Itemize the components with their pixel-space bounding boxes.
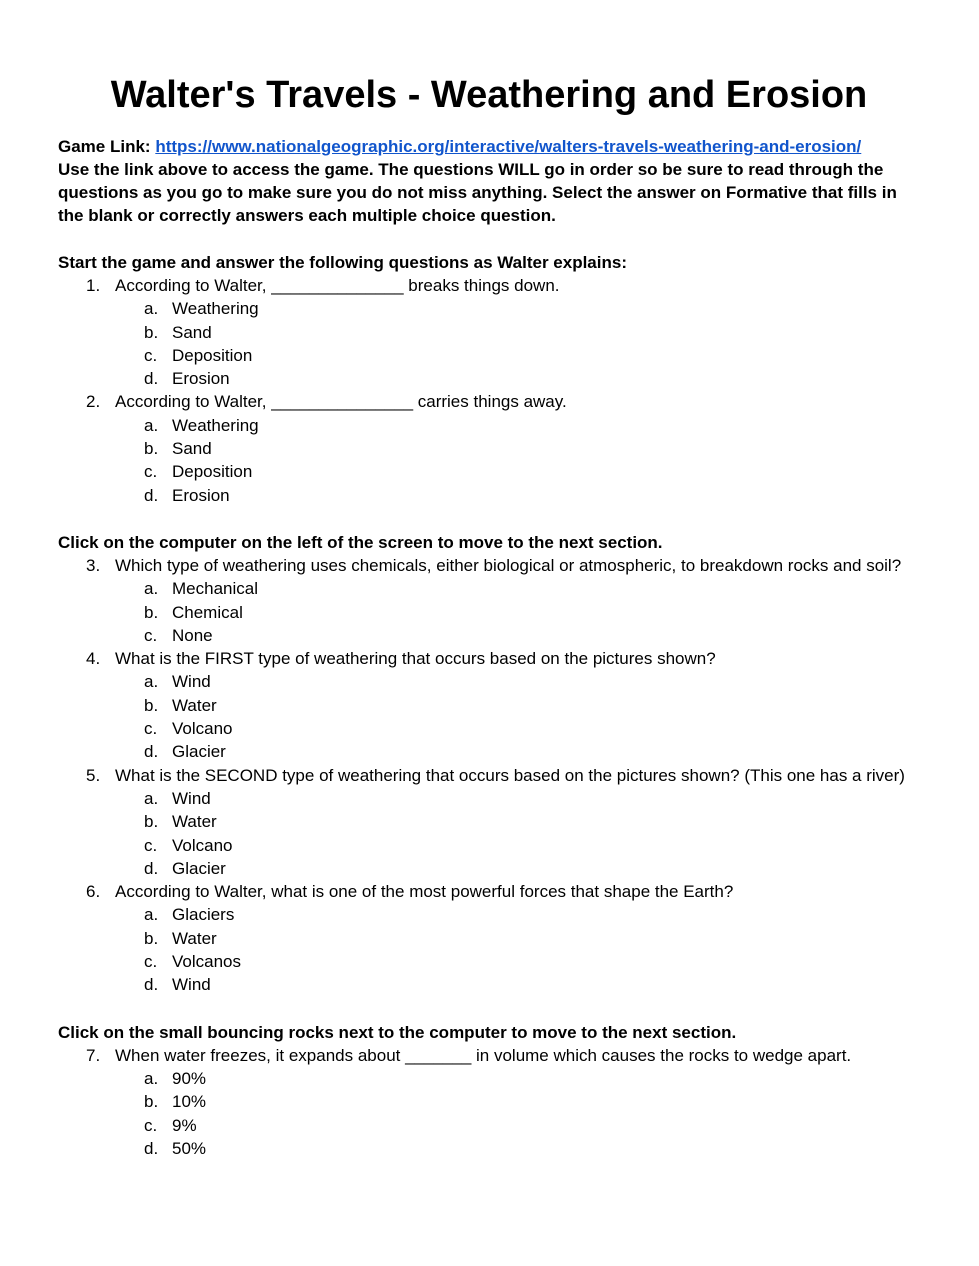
option-text: Deposition <box>172 462 253 482</box>
option-letter: a. <box>144 672 159 692</box>
question-number: 2. <box>86 392 101 412</box>
option-letter: d. <box>144 1138 159 1158</box>
option-text: Water <box>172 812 217 832</box>
option-text: Sand <box>172 322 212 342</box>
question-item <box>58 647 920 670</box>
answer-option <box>58 834 920 857</box>
option-text: Deposition <box>172 345 253 365</box>
option-text: Glaciers <box>172 905 235 925</box>
option-text: Volcanos <box>172 952 241 972</box>
answer-option <box>58 1114 920 1137</box>
option-text: 10% <box>172 1092 207 1112</box>
question-item <box>58 274 920 297</box>
game-link-label: Game Link: <box>58 137 151 156</box>
option-letter: d. <box>144 858 159 878</box>
answer-option <box>58 857 920 880</box>
option-letter: c. <box>144 1115 158 1135</box>
option-text: 50% <box>172 1138 207 1158</box>
question-item <box>58 554 920 577</box>
option-text: Erosion <box>172 485 230 505</box>
question-item <box>58 390 920 413</box>
answer-option <box>58 670 920 693</box>
option-text: None <box>172 625 213 645</box>
question-item <box>58 1044 920 1067</box>
option-text: Glacier <box>172 742 226 762</box>
answer-option <box>58 950 920 973</box>
option-text: Mechanical <box>172 579 258 599</box>
option-text: Wind <box>172 975 211 995</box>
option-letter: b. <box>144 812 159 832</box>
answer-option <box>58 344 920 367</box>
option-text: Volcano <box>172 835 233 855</box>
option-letter: d. <box>144 975 159 995</box>
option-letter: b. <box>144 1092 159 1112</box>
option-letter: c. <box>144 952 158 972</box>
section-spacer <box>58 997 920 1021</box>
answer-option <box>58 577 920 600</box>
answer-option <box>58 740 920 763</box>
question-text: Which type of weathering uses chemicals, either biological or atmospheric, to breakdown rocks and soil? <box>115 555 902 575</box>
answer-option <box>58 321 920 344</box>
question-text: What is the SECOND type of weathering that occurs based on the pictures shown? (This one has a river) <box>115 765 905 785</box>
option-letter: b. <box>144 439 159 459</box>
option-letter: b. <box>144 695 159 715</box>
option-text: Wind <box>172 672 211 692</box>
answer-option <box>58 1090 920 1113</box>
question-text: According to Walter, _______________ carries things away. <box>115 392 567 412</box>
option-letter: a. <box>144 579 159 599</box>
option-text: 9% <box>172 1115 197 1135</box>
option-letter: a. <box>144 788 159 808</box>
answer-option <box>58 414 920 437</box>
option-text: Wind <box>172 788 211 808</box>
option-text: Chemical <box>172 602 243 622</box>
option-letter: b. <box>144 602 159 622</box>
answer-option <box>58 601 920 624</box>
option-text: Weathering <box>172 415 259 435</box>
option-text: 90% <box>172 1068 207 1088</box>
option-text: Glacier <box>172 858 226 878</box>
option-letter: c. <box>144 625 158 645</box>
option-text: Weathering <box>172 299 259 319</box>
answer-option <box>58 484 920 507</box>
option-text: Water <box>172 928 217 948</box>
option-letter: c. <box>144 835 158 855</box>
question-number: 7. <box>86 1045 101 1065</box>
answer-option <box>58 437 920 460</box>
option-letter: c. <box>144 345 158 365</box>
section-heading: Click on the small bouncing rocks next to the computer to move to the next section. <box>58 1022 737 1042</box>
question-text: According to Walter, ______________ breaks things down. <box>115 276 560 295</box>
section-spacer <box>58 507 920 531</box>
question-sections <box>58 227 920 1160</box>
answer-option <box>58 903 920 926</box>
option-letter: a. <box>144 299 159 319</box>
question-item <box>58 764 920 787</box>
answer-option <box>58 1137 920 1160</box>
intro-block <box>58 135 920 227</box>
question-number: 3. <box>86 555 101 575</box>
question-text: What is the FIRST type of weathering that occurs based on the pictures shown? <box>115 649 716 669</box>
section-heading: Start the game and answer the following questions as Walter explains: <box>58 253 627 272</box>
question-number: 6. <box>86 882 101 902</box>
question-item <box>58 880 920 903</box>
question-number: 1. <box>86 276 101 295</box>
answer-option <box>58 717 920 740</box>
option-letter: d. <box>144 369 159 389</box>
answer-option <box>58 973 920 996</box>
option-letter: a. <box>144 1068 159 1088</box>
answer-option <box>58 460 920 483</box>
option-letter: c. <box>144 462 158 482</box>
question-text: When water freezes, it expands about _______ in volume which causes the rocks to wedge apart. <box>115 1045 852 1065</box>
option-letter: c. <box>144 719 158 739</box>
answer-option <box>58 624 920 647</box>
option-text: Sand <box>172 439 212 459</box>
answer-option <box>58 694 920 717</box>
question-number: 5. <box>86 765 101 785</box>
option-letter: a. <box>144 905 159 925</box>
page-title: Walter's Travels - Weathering and Erosion <box>110 74 868 116</box>
option-text: Volcano <box>172 719 233 739</box>
section-heading: Click on the computer on the left of the screen to move to the next section. <box>58 532 663 552</box>
option-letter: a. <box>144 415 159 435</box>
option-text: Erosion <box>172 369 230 389</box>
question-text: According to Walter, what is one of the most powerful forces that shape the Earth? <box>115 882 734 902</box>
game-link[interactable]: https://www.nationalgeographic.org/interactive/walters-travels-weathering-and-erosion/ <box>155 137 862 156</box>
option-text: Water <box>172 695 217 715</box>
instructions-text: Use the link above to access the game. The questions WILL go in order so be sure to read through the questions as you go to make sure you do not miss anything. Select the answer on Formative that fills in the blank or correctly answers each multiple choice question. <box>58 160 897 225</box>
answer-option <box>58 810 920 833</box>
document-page <box>58 72 920 1160</box>
section-spacer <box>58 227 920 251</box>
option-letter: d. <box>144 742 159 762</box>
option-letter: d. <box>144 485 159 505</box>
option-letter: b. <box>144 322 159 342</box>
option-letter: b. <box>144 928 159 948</box>
answer-option <box>58 297 920 320</box>
answer-option <box>58 1067 920 1090</box>
answer-option <box>58 927 920 950</box>
answer-option <box>58 367 920 390</box>
answer-option <box>58 787 920 810</box>
question-number: 4. <box>86 649 101 669</box>
